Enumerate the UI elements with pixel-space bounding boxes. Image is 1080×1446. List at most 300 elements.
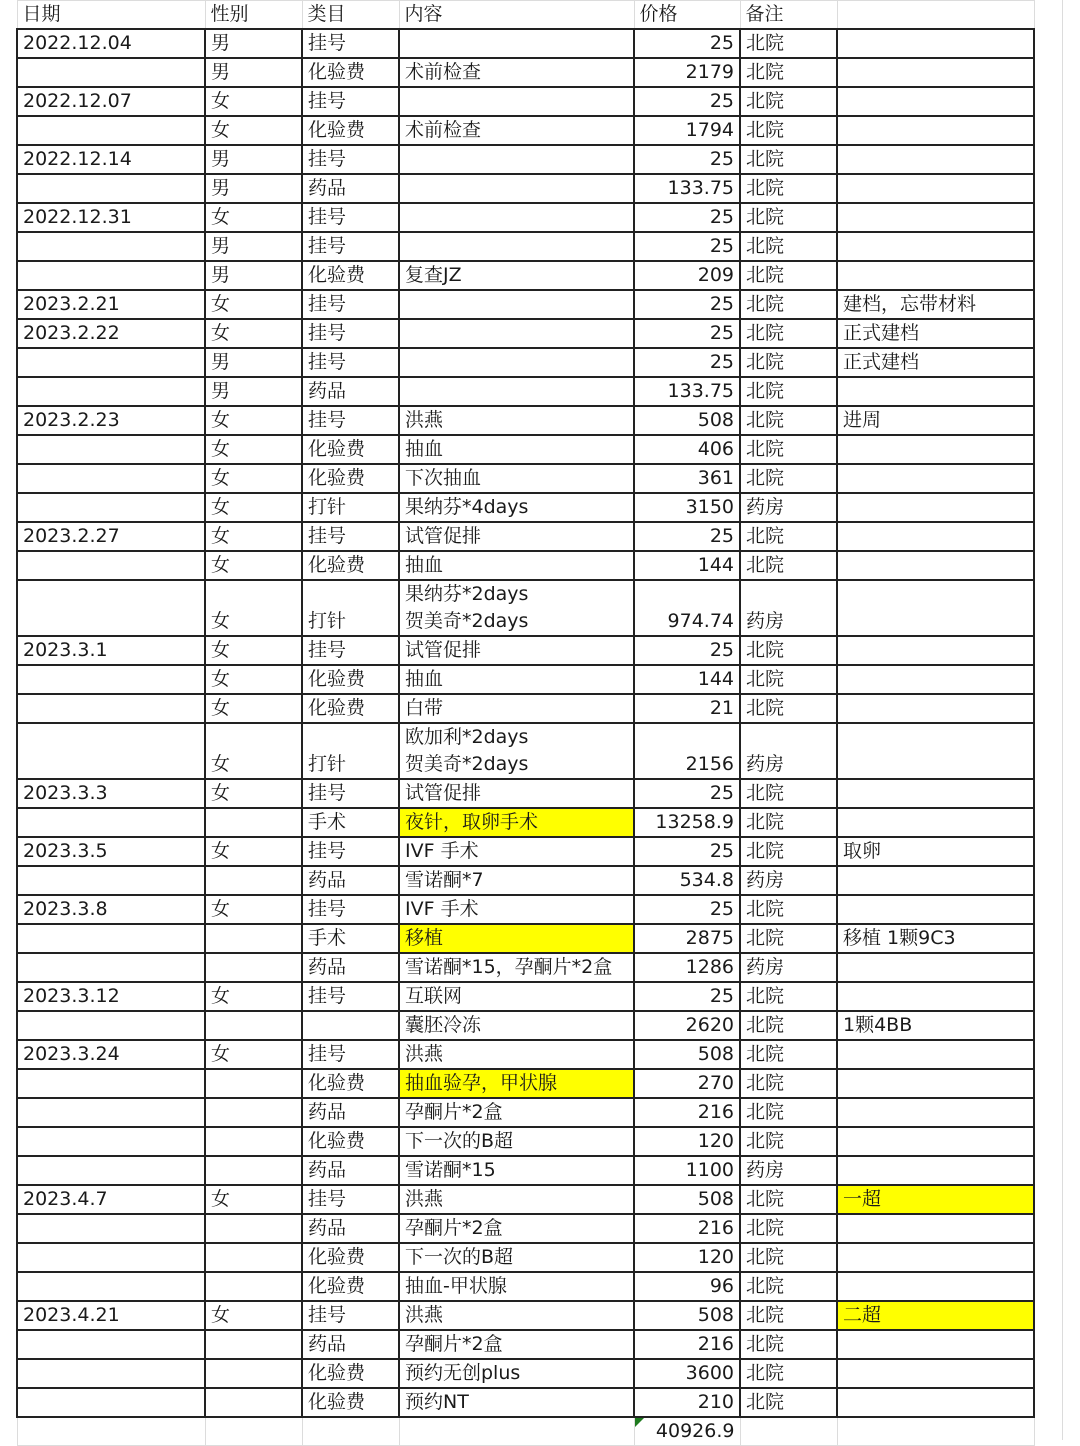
- cell-price[interactable]: 270: [634, 1069, 740, 1098]
- cell-gender[interactable]: [205, 808, 302, 837]
- cell-remark[interactable]: [837, 1388, 1034, 1417]
- cell-date[interactable]: 2023.2.21: [17, 290, 205, 319]
- cell-content[interactable]: 洪燕: [399, 406, 634, 435]
- cell-date[interactable]: [17, 953, 205, 982]
- cell-date[interactable]: 2023.3.1: [17, 636, 205, 665]
- cell-remark[interactable]: [837, 580, 1034, 636]
- cell-gender[interactable]: [205, 1156, 302, 1185]
- cell-category[interactable]: 挂号: [302, 348, 399, 377]
- cell-price[interactable]: 1100: [634, 1156, 740, 1185]
- cell-category[interactable]: 挂号: [302, 145, 399, 174]
- cell-content[interactable]: 复查JZ: [399, 261, 634, 290]
- cell-place[interactable]: 北院: [740, 1185, 837, 1214]
- cell-category[interactable]: 挂号: [302, 779, 399, 808]
- cell-date[interactable]: [17, 174, 205, 203]
- cell-remark[interactable]: [837, 1272, 1034, 1301]
- cell-remark[interactable]: [837, 58, 1034, 87]
- cell-date[interactable]: [17, 1272, 205, 1301]
- cell-place[interactable]: 北院: [740, 145, 837, 174]
- cell-date[interactable]: 2023.2.23: [17, 406, 205, 435]
- header-date[interactable]: 日期: [17, 1, 205, 30]
- cell-place[interactable]: 北院: [740, 464, 837, 493]
- cell-gender[interactable]: [205, 866, 302, 895]
- cell-category[interactable]: 化验费: [302, 435, 399, 464]
- cell-place[interactable]: 北院: [740, 1359, 837, 1388]
- header-note[interactable]: 备注: [740, 1, 837, 30]
- cell-place[interactable]: 药房: [740, 723, 837, 779]
- cell-remark[interactable]: [837, 1098, 1034, 1127]
- cell-remark[interactable]: [837, 203, 1034, 232]
- cell-place[interactable]: 北院: [740, 1011, 837, 1040]
- cell-gender[interactable]: 女: [205, 435, 302, 464]
- cell-price[interactable]: 120: [634, 1243, 740, 1272]
- cell-gender[interactable]: 女: [205, 1185, 302, 1214]
- cell-date[interactable]: 2023.3.5: [17, 837, 205, 866]
- cell-content[interactable]: 果纳芬*4days: [399, 493, 634, 522]
- cell-place[interactable]: 北院: [740, 665, 837, 694]
- cell-content[interactable]: 移植: [399, 924, 634, 953]
- cell-category[interactable]: 挂号: [302, 290, 399, 319]
- cell-content[interactable]: 孕酮片*2盒: [399, 1330, 634, 1359]
- cell-date[interactable]: [17, 493, 205, 522]
- cell-date[interactable]: 2023.2.22: [17, 319, 205, 348]
- cell-price[interactable]: 21: [634, 694, 740, 723]
- cell-price[interactable]: 508: [634, 1040, 740, 1069]
- cell-category[interactable]: 化验费: [302, 551, 399, 580]
- cell-category[interactable]: 手术: [302, 808, 399, 837]
- cell-gender[interactable]: [205, 1272, 302, 1301]
- cell-gender[interactable]: 女: [205, 982, 302, 1011]
- cell-category[interactable]: 挂号: [302, 1040, 399, 1069]
- cell-gender[interactable]: 女: [205, 1301, 302, 1330]
- cell-remark[interactable]: [837, 174, 1034, 203]
- cell-date[interactable]: [17, 1359, 205, 1388]
- cell-remark[interactable]: 移植 1颗9C3: [837, 924, 1034, 953]
- cell-gender[interactable]: [205, 1069, 302, 1098]
- cell-gender[interactable]: 女: [205, 319, 302, 348]
- cell-date[interactable]: [17, 924, 205, 953]
- cell-content[interactable]: 下次抽血: [399, 464, 634, 493]
- cell-price[interactable]: 25: [634, 290, 740, 319]
- cell-price[interactable]: 406: [634, 435, 740, 464]
- cell-remark[interactable]: [837, 551, 1034, 580]
- cell-remark[interactable]: [837, 493, 1034, 522]
- cell-gender[interactable]: [205, 1098, 302, 1127]
- cell-remark[interactable]: 1颗4BB: [837, 1011, 1034, 1040]
- cell-content[interactable]: 预约NT: [399, 1388, 634, 1417]
- cell-category[interactable]: 药品: [302, 1156, 399, 1185]
- cell-price[interactable]: 25: [634, 636, 740, 665]
- cell-gender[interactable]: 女: [205, 87, 302, 116]
- cell-date[interactable]: 2022.12.14: [17, 145, 205, 174]
- cell-remark[interactable]: 取卵: [837, 837, 1034, 866]
- cell-content[interactable]: 雪诺酮*7: [399, 866, 634, 895]
- cell-price[interactable]: 25: [634, 232, 740, 261]
- cell-category[interactable]: 挂号: [302, 1185, 399, 1214]
- cell-gender[interactable]: [205, 1330, 302, 1359]
- cell-date[interactable]: [17, 1069, 205, 1098]
- cell-category[interactable]: 化验费: [302, 116, 399, 145]
- cell-category[interactable]: 药品: [302, 377, 399, 406]
- cell-gender[interactable]: 女: [205, 723, 302, 779]
- cell-content[interactable]: [399, 29, 634, 58]
- cell-price[interactable]: 1794: [634, 116, 740, 145]
- cell-place[interactable]: 北院: [740, 1301, 837, 1330]
- cell-date[interactable]: 2022.12.07: [17, 87, 205, 116]
- cell-place[interactable]: 药房: [740, 866, 837, 895]
- cell-content[interactable]: [399, 232, 634, 261]
- cell-place[interactable]: 北院: [740, 1040, 837, 1069]
- cell-price[interactable]: 144: [634, 551, 740, 580]
- cell-category[interactable]: 挂号: [302, 636, 399, 665]
- cell-date[interactable]: 2023.2.27: [17, 522, 205, 551]
- cell-category[interactable]: 挂号: [302, 232, 399, 261]
- header-blank[interactable]: [837, 1, 1034, 30]
- cell-content[interactable]: [399, 377, 634, 406]
- cell-date[interactable]: 2023.4.7: [17, 1185, 205, 1214]
- cell-category[interactable]: 挂号: [302, 87, 399, 116]
- cell-category[interactable]: 化验费: [302, 1388, 399, 1417]
- cell-content[interactable]: IVF 手术: [399, 837, 634, 866]
- cell-date[interactable]: [17, 1330, 205, 1359]
- cell-gender[interactable]: 女: [205, 665, 302, 694]
- cell-price[interactable]: 96: [634, 1272, 740, 1301]
- cell-price[interactable]: 25: [634, 522, 740, 551]
- cell-remark[interactable]: [837, 1127, 1034, 1156]
- cell-remark[interactable]: 正式建档: [837, 348, 1034, 377]
- cell-remark[interactable]: [837, 145, 1034, 174]
- cell-date[interactable]: [17, 551, 205, 580]
- cell-place[interactable]: 北院: [740, 522, 837, 551]
- cell-place[interactable]: 北院: [740, 1127, 837, 1156]
- cell-category[interactable]: 化验费: [302, 1127, 399, 1156]
- cell-remark[interactable]: [837, 895, 1034, 924]
- cell-category[interactable]: 化验费: [302, 1272, 399, 1301]
- cell-remark[interactable]: [837, 665, 1034, 694]
- cell-place[interactable]: 北院: [740, 319, 837, 348]
- cell-date[interactable]: [17, 1098, 205, 1127]
- cell-category[interactable]: 药品: [302, 1214, 399, 1243]
- cell-price[interactable]: 144: [634, 665, 740, 694]
- cell-gender[interactable]: 女: [205, 895, 302, 924]
- cell-remark[interactable]: [837, 1243, 1034, 1272]
- cell-remark[interactable]: [837, 779, 1034, 808]
- cell-empty[interactable]: [399, 1417, 634, 1446]
- cell-content[interactable]: 下一次的B超: [399, 1243, 634, 1272]
- cell-price[interactable]: 25: [634, 29, 740, 58]
- cell-date[interactable]: [17, 723, 205, 779]
- cell-gender[interactable]: 男: [205, 261, 302, 290]
- cell-place[interactable]: 北院: [740, 779, 837, 808]
- cell-remark[interactable]: 一超: [837, 1185, 1034, 1214]
- cell-gender[interactable]: 女: [205, 203, 302, 232]
- cell-date[interactable]: [17, 116, 205, 145]
- cell-place[interactable]: 药房: [740, 493, 837, 522]
- cell-place[interactable]: 北院: [740, 174, 837, 203]
- cell-gender[interactable]: 男: [205, 348, 302, 377]
- cell-category[interactable]: 挂号: [302, 319, 399, 348]
- cell-price[interactable]: 25: [634, 348, 740, 377]
- cell-category[interactable]: 化验费: [302, 1243, 399, 1272]
- cell-gender[interactable]: 女: [205, 290, 302, 319]
- cell-gender[interactable]: [205, 1127, 302, 1156]
- cell-remark[interactable]: [837, 377, 1034, 406]
- cell-gender[interactable]: 男: [205, 29, 302, 58]
- cell-content[interactable]: 抽血验孕，甲状腺: [399, 1069, 634, 1098]
- cell-gender[interactable]: 男: [205, 232, 302, 261]
- cell-date[interactable]: 2022.12.04: [17, 29, 205, 58]
- cell-date[interactable]: [17, 580, 205, 636]
- cell-place[interactable]: 北院: [740, 116, 837, 145]
- cell-price[interactable]: 2875: [634, 924, 740, 953]
- cell-gender[interactable]: 男: [205, 58, 302, 87]
- cell-price[interactable]: 508: [634, 406, 740, 435]
- cell-price[interactable]: 25: [634, 837, 740, 866]
- cell-category[interactable]: 打针: [302, 580, 399, 636]
- cell-place[interactable]: 北院: [740, 1330, 837, 1359]
- cell-price[interactable]: 508: [634, 1185, 740, 1214]
- cell-remark[interactable]: [837, 636, 1034, 665]
- cell-content[interactable]: 夜针，取卵手术: [399, 808, 634, 837]
- cell-price[interactable]: 25: [634, 87, 740, 116]
- cell-gender[interactable]: [205, 1388, 302, 1417]
- cell-content[interactable]: [399, 348, 634, 377]
- cell-place[interactable]: 北院: [740, 290, 837, 319]
- cell-place[interactable]: 北院: [740, 636, 837, 665]
- cell-date[interactable]: 2023.3.3: [17, 779, 205, 808]
- cell-place[interactable]: 北院: [740, 982, 837, 1011]
- cell-empty[interactable]: [302, 1417, 399, 1446]
- cell-content[interactable]: 抽血: [399, 665, 634, 694]
- cell-content[interactable]: 洪燕: [399, 1040, 634, 1069]
- cell-date[interactable]: [17, 232, 205, 261]
- cell-remark[interactable]: [837, 522, 1034, 551]
- cell-price[interactable]: 120: [634, 1127, 740, 1156]
- cell-place[interactable]: 北院: [740, 348, 837, 377]
- cell-price[interactable]: 25: [634, 319, 740, 348]
- cell-content[interactable]: [399, 203, 634, 232]
- cell-category[interactable]: 挂号: [302, 203, 399, 232]
- cell-price[interactable]: 974.74: [634, 580, 740, 636]
- cell-remark[interactable]: 建档，忘带材料: [837, 290, 1034, 319]
- cell-place[interactable]: 药房: [740, 580, 837, 636]
- cell-content[interactable]: 孕酮片*2盒: [399, 1098, 634, 1127]
- cell-date[interactable]: [17, 435, 205, 464]
- cell-content[interactable]: 下一次的B超: [399, 1127, 634, 1156]
- cell-category[interactable]: 手术: [302, 924, 399, 953]
- cell-price[interactable]: 25: [634, 895, 740, 924]
- cell-price[interactable]: 2620: [634, 1011, 740, 1040]
- total-cell[interactable]: 40926.9: [634, 1417, 740, 1446]
- cell-place[interactable]: 北院: [740, 837, 837, 866]
- cell-date[interactable]: [17, 58, 205, 87]
- cell-content[interactable]: 果纳芬*2days 贺美奇*2days: [399, 580, 634, 636]
- cell-content[interactable]: 试管促排: [399, 779, 634, 808]
- cell-place[interactable]: 北院: [740, 1243, 837, 1272]
- cell-place[interactable]: 北院: [740, 58, 837, 87]
- cell-gender[interactable]: 女: [205, 551, 302, 580]
- header-category[interactable]: 类目: [302, 1, 399, 30]
- cell-remark[interactable]: 二超: [837, 1301, 1034, 1330]
- cell-price[interactable]: 133.75: [634, 377, 740, 406]
- cell-remark[interactable]: [837, 1156, 1034, 1185]
- cell-price[interactable]: 210: [634, 1388, 740, 1417]
- cell-content[interactable]: 预约无创plus: [399, 1359, 634, 1388]
- cell-gender[interactable]: [205, 924, 302, 953]
- cell-place[interactable]: 北院: [740, 435, 837, 464]
- cell-content[interactable]: [399, 174, 634, 203]
- cell-place[interactable]: 北院: [740, 29, 837, 58]
- cell-category[interactable]: 化验费: [302, 694, 399, 723]
- cell-content[interactable]: 孕酮片*2盒: [399, 1214, 634, 1243]
- cell-date[interactable]: [17, 1011, 205, 1040]
- cell-price[interactable]: 534.8: [634, 866, 740, 895]
- cell-category[interactable]: 挂号: [302, 406, 399, 435]
- cell-category[interactable]: 化验费: [302, 1359, 399, 1388]
- cell-place[interactable]: 北院: [740, 895, 837, 924]
- cell-content[interactable]: [399, 87, 634, 116]
- cell-date[interactable]: 2023.4.21: [17, 1301, 205, 1330]
- cell-category[interactable]: 药品: [302, 866, 399, 895]
- cell-content[interactable]: 抽血: [399, 435, 634, 464]
- cell-date[interactable]: [17, 694, 205, 723]
- cell-gender[interactable]: 女: [205, 522, 302, 551]
- cell-content[interactable]: 洪燕: [399, 1185, 634, 1214]
- cell-place[interactable]: 北院: [740, 924, 837, 953]
- cell-category[interactable]: 化验费: [302, 58, 399, 87]
- cell-date[interactable]: 2023.3.8: [17, 895, 205, 924]
- cell-content[interactable]: 欧加利*2days 贺美奇*2days: [399, 723, 634, 779]
- cell-content[interactable]: 雪诺酮*15: [399, 1156, 634, 1185]
- cell-category[interactable]: 药品: [302, 1330, 399, 1359]
- cell-category[interactable]: 挂号: [302, 522, 399, 551]
- cell-remark[interactable]: [837, 87, 1034, 116]
- cell-date[interactable]: 2023.3.24: [17, 1040, 205, 1069]
- cell-place[interactable]: 北院: [740, 87, 837, 116]
- cell-gender[interactable]: 女: [205, 493, 302, 522]
- cell-content[interactable]: 抽血-甲状腺: [399, 1272, 634, 1301]
- cell-category[interactable]: 药品: [302, 1098, 399, 1127]
- cell-content[interactable]: 囊胚冷冻: [399, 1011, 634, 1040]
- cell-date[interactable]: [17, 665, 205, 694]
- cell-price[interactable]: 209: [634, 261, 740, 290]
- cell-place[interactable]: 北院: [740, 1388, 837, 1417]
- cell-remark[interactable]: [837, 694, 1034, 723]
- cell-place[interactable]: 药房: [740, 1156, 837, 1185]
- cell-remark[interactable]: [837, 1359, 1034, 1388]
- cell-category[interactable]: 化验费: [302, 261, 399, 290]
- cell-gender[interactable]: 男: [205, 174, 302, 203]
- cell-price[interactable]: 361: [634, 464, 740, 493]
- cell-content[interactable]: 洪燕: [399, 1301, 634, 1330]
- cell-category[interactable]: 挂号: [302, 1301, 399, 1330]
- cell-gender[interactable]: 女: [205, 406, 302, 435]
- cell-gender[interactable]: 女: [205, 580, 302, 636]
- cell-gender[interactable]: 女: [205, 694, 302, 723]
- cell-price[interactable]: 13258.9: [634, 808, 740, 837]
- cell-price[interactable]: 25: [634, 203, 740, 232]
- cell-date[interactable]: [17, 1156, 205, 1185]
- cell-gender[interactable]: 女: [205, 116, 302, 145]
- cell-gender[interactable]: 女: [205, 779, 302, 808]
- cell-remark[interactable]: 正式建档: [837, 319, 1034, 348]
- cell-remark[interactable]: [837, 982, 1034, 1011]
- cell-date[interactable]: [17, 464, 205, 493]
- cell-gender[interactable]: [205, 1011, 302, 1040]
- cell-remark[interactable]: [837, 1069, 1034, 1098]
- cell-remark[interactable]: [837, 1040, 1034, 1069]
- cell-remark[interactable]: [837, 116, 1034, 145]
- cell-category[interactable]: 挂号: [302, 895, 399, 924]
- cell-content[interactable]: 试管促排: [399, 636, 634, 665]
- cell-place[interactable]: 北院: [740, 1069, 837, 1098]
- cell-category[interactable]: 化验费: [302, 464, 399, 493]
- cell-price[interactable]: 216: [634, 1098, 740, 1127]
- cell-remark[interactable]: 进周: [837, 406, 1034, 435]
- cell-empty[interactable]: [837, 1417, 1034, 1446]
- cell-remark[interactable]: [837, 808, 1034, 837]
- cell-date[interactable]: [17, 1243, 205, 1272]
- cell-content[interactable]: 互联网: [399, 982, 634, 1011]
- cell-price[interactable]: 25: [634, 145, 740, 174]
- cell-content[interactable]: 白带: [399, 694, 634, 723]
- cell-date[interactable]: [17, 808, 205, 837]
- cell-date[interactable]: [17, 1388, 205, 1417]
- cell-place[interactable]: 北院: [740, 261, 837, 290]
- cell-place[interactable]: 北院: [740, 203, 837, 232]
- cell-gender[interactable]: [205, 1243, 302, 1272]
- cell-price[interactable]: 25: [634, 779, 740, 808]
- cell-price[interactable]: 3600: [634, 1359, 740, 1388]
- header-price[interactable]: 价格: [634, 1, 740, 30]
- cell-content[interactable]: [399, 145, 634, 174]
- cell-content[interactable]: 术前检查: [399, 58, 634, 87]
- cell-gender[interactable]: 女: [205, 636, 302, 665]
- cell-content[interactable]: [399, 290, 634, 319]
- cell-date[interactable]: [17, 377, 205, 406]
- cell-remark[interactable]: [837, 1214, 1034, 1243]
- cell-place[interactable]: 北院: [740, 406, 837, 435]
- cell-remark[interactable]: [837, 723, 1034, 779]
- cell-place[interactable]: 北院: [740, 1214, 837, 1243]
- cell-place[interactable]: 北院: [740, 377, 837, 406]
- cell-date[interactable]: [17, 1214, 205, 1243]
- cell-date[interactable]: [17, 866, 205, 895]
- cell-gender[interactable]: 女: [205, 1040, 302, 1069]
- cell-remark[interactable]: [837, 261, 1034, 290]
- cell-empty[interactable]: [205, 1417, 302, 1446]
- header-gender[interactable]: 性别: [205, 1, 302, 30]
- cell-gender[interactable]: 女: [205, 837, 302, 866]
- cell-date[interactable]: [17, 261, 205, 290]
- cell-date[interactable]: [17, 1127, 205, 1156]
- cell-content[interactable]: 试管促排: [399, 522, 634, 551]
- cell-price[interactable]: 133.75: [634, 174, 740, 203]
- cell-category[interactable]: 药品: [302, 174, 399, 203]
- cell-content[interactable]: [399, 319, 634, 348]
- cell-gender[interactable]: [205, 1214, 302, 1243]
- cell-date[interactable]: [17, 348, 205, 377]
- cell-price[interactable]: 216: [634, 1214, 740, 1243]
- cell-category[interactable]: 化验费: [302, 665, 399, 694]
- cell-gender[interactable]: [205, 1359, 302, 1388]
- header-content[interactable]: 内容: [399, 1, 634, 30]
- cell-price[interactable]: 3150: [634, 493, 740, 522]
- cell-gender[interactable]: 男: [205, 377, 302, 406]
- cell-content[interactable]: 术前检查: [399, 116, 634, 145]
- cell-gender[interactable]: 女: [205, 464, 302, 493]
- cell-gender[interactable]: [205, 953, 302, 982]
